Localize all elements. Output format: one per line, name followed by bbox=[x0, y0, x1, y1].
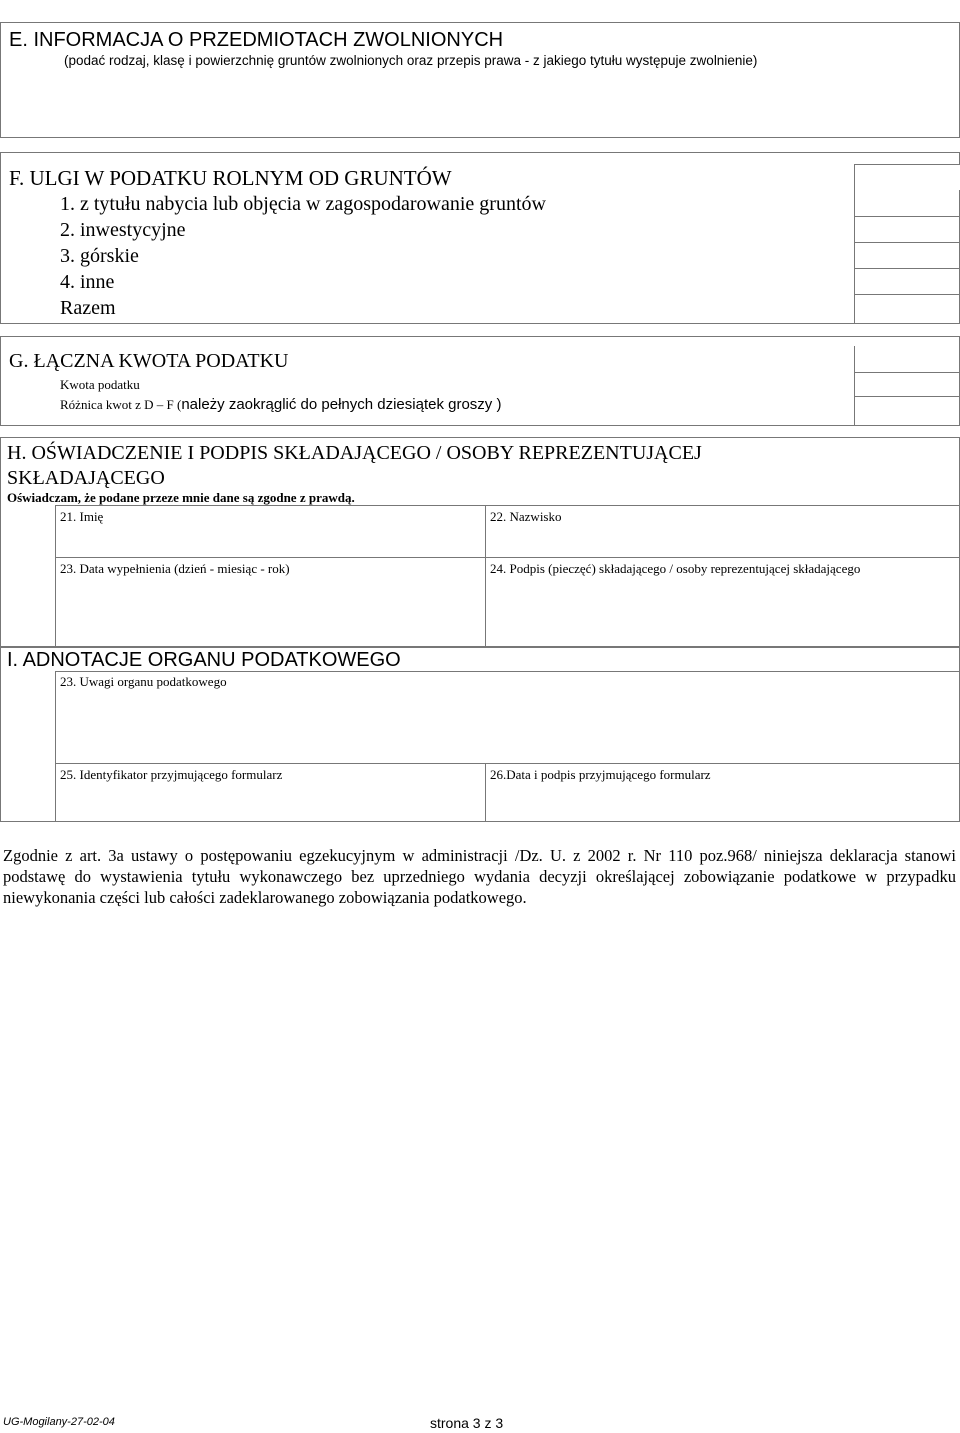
ulga-row-zagospodarowanie-label: 1. z tytułu nabycia lub objęcia w zagospodarowanie gruntów bbox=[60, 193, 546, 215]
ulga-row-gorskie-input[interactable] bbox=[855, 242, 959, 268]
roznica-kwot-label bbox=[60, 397, 501, 413]
section-h-title-line2: SKŁADAJĄCEGO bbox=[7, 467, 165, 489]
roznica-kwot-prefix: Różnica kwot z D – F ( bbox=[60, 397, 182, 412]
section-e-subtitle: (podać rodzaj, klasę i powierzchnię gruntów zwolnionych oraz przepis prawa - z jakiego tytułu występuje zwolnienie) bbox=[64, 53, 758, 68]
footer-doc-id: UG-Mogilany-27-02-04 bbox=[3, 1416, 115, 1428]
roznica-kwot-note: należy zaokrąglić do pełnych dziesiątek groszy ) bbox=[181, 396, 502, 413]
section-f-title: F. ULGI W PODATKU ROLNYM OD GRUNTÓW bbox=[9, 166, 452, 190]
ulga-row-inne-label: 4. inne bbox=[60, 271, 115, 293]
ulga-row-inne-input[interactable] bbox=[855, 268, 959, 294]
kwota-podatku-input[interactable] bbox=[855, 372, 959, 396]
section-i-title: I. ADNOTACJE ORGANU PODATKOWEGO bbox=[7, 649, 401, 671]
declaration-text: Oświadczam, że podane przeze mnie dane są zgodne z prawdą. bbox=[7, 490, 355, 505]
legal-note: Zgodnie z art. 3a ustawy o postępowaniu egzekucyjnym w administracji /Dz. U. z 2002 r. Nr 110 poz.968/ niniejsza deklaracja stanowi podstawę do wystawienia tytułu wykonawczego bez uprzedniego wydania decyzji określającej zobowiązanie podatkowe w przypadku niewykonania części lub całości zadeklarowanego zobowiązania podatkowego. bbox=[3, 846, 956, 907]
imie-label: 21. Imię bbox=[60, 509, 104, 524]
section-g-title: G. ŁĄCZNA KWOTA PODATKU bbox=[9, 350, 289, 372]
ulga-row-razem-input[interactable] bbox=[855, 294, 959, 323]
ulga-row-gorskie-label: 3. górskie bbox=[60, 245, 139, 267]
ulga-row-inwestycyjne-input[interactable] bbox=[855, 216, 959, 242]
kwota-podatku-label: Kwota podatku bbox=[60, 377, 140, 392]
nazwisko-label: 22. Nazwisko bbox=[490, 509, 562, 524]
podpis-label: 24. Podpis (pieczęć) składającego / osoby reprezentującej składającego bbox=[490, 561, 861, 576]
imie-field[interactable] bbox=[55, 505, 485, 557]
ulga-row-inwestycyjne-label: 2. inwestycyjne bbox=[60, 219, 186, 241]
roznica-kwot-input[interactable] bbox=[855, 396, 959, 425]
ulga-row-razem-label: Razem bbox=[60, 297, 116, 319]
section-h-title-line1: H. OŚWIADCZENIE I PODPIS SKŁADAJĄCEGO / OSOBY REPREZENTUJĄCEJ bbox=[7, 442, 702, 464]
ulga-row-zagospodarowanie-input[interactable] bbox=[854, 164, 960, 190]
uwagi-organu-label: 23. Uwagi organu podatkowego bbox=[60, 674, 227, 689]
footer-page-number: strona 3 z 3 bbox=[430, 1415, 504, 1431]
section-e-title: E. INFORMACJA O PRZEDMIOTACH ZWOLNIONYCH bbox=[9, 29, 504, 51]
data-wypelnienia-label: 23. Data wypełnienia (dzień - miesiąc - rok) bbox=[60, 561, 290, 576]
identyfikator-label: 25. Identyfikator przyjmującego formularz bbox=[60, 767, 283, 782]
data-podpis-przyjmujacego-label: 26.Data i podpis przyjmującego formularz bbox=[490, 767, 711, 782]
